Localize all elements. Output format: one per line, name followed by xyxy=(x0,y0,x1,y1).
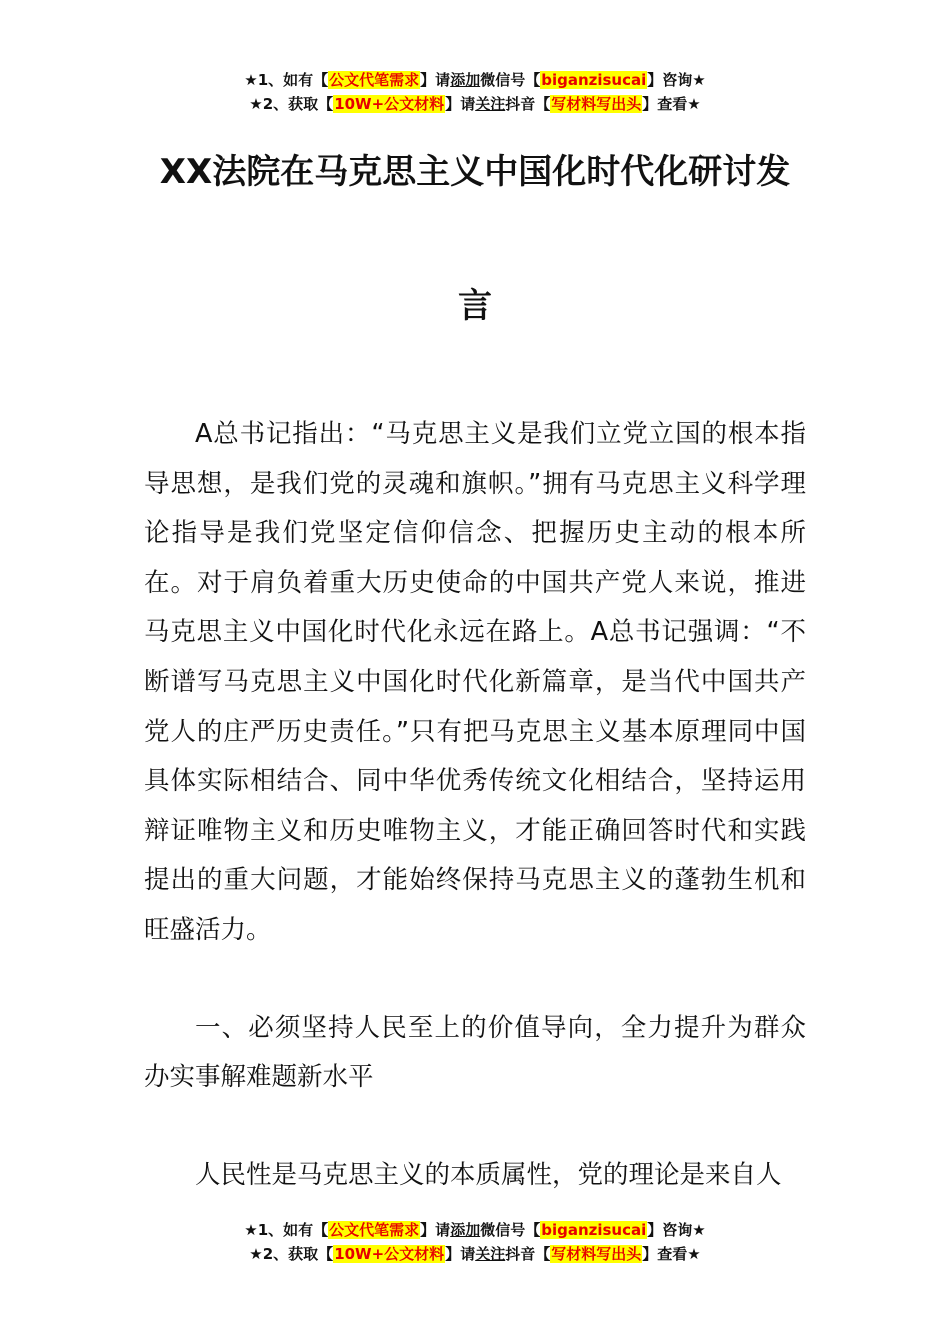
banner-underline: 关注 xyxy=(475,95,506,113)
banner-underline: 关注 xyxy=(475,1245,506,1263)
title-line-2: 言 xyxy=(458,286,492,326)
header-banner xyxy=(0,68,950,116)
paragraph: A总书记指出：“马克思主义是我们立党立国的根本指导思想，是我们党的灵魂和旗帜。”拥有马克思主义科学理论指导是我们党坚定信仰信念、把握历史主动的根本所在。对于肩负着重大历史使命的中国共产党人来说，推进马克思主义中国化时代化永远在路上。A总书记强调：“不断谱写马克思主义中国化时代化新篇章，是当代中国共产党人的庄严历史责任。”只有把马克思主义基本原理同中国具体实际相结合、同中华优秀传统文化相结合，坚持运用辩证唯物主义和历史唯物主义，才能正确回答时代和实践提出的重大问题，才能始终保持马克思主义的蓬勃生机和旺盛活力。 xyxy=(144,419,806,945)
banner-underline: 添加 xyxy=(450,71,481,89)
banner-text: 微信号【 xyxy=(480,71,541,89)
paragraph-spacer xyxy=(144,956,806,1004)
banner-text: ★2、获取【 xyxy=(249,1245,334,1263)
banner-highlight: biganzisucai xyxy=(541,71,647,89)
banner-text: 】查看★ xyxy=(642,95,701,113)
banner-text: 】咨询★ xyxy=(647,1221,706,1239)
banner-text: 】请 xyxy=(445,1245,476,1263)
footer-banner xyxy=(0,1218,950,1266)
banner-highlight: 公文代笔需求 xyxy=(329,71,420,89)
banner-line-2 xyxy=(0,92,950,116)
document-body xyxy=(144,410,806,1200)
banner-text: 微信号【 xyxy=(480,1221,541,1239)
banner-text: 抖音【 xyxy=(505,95,551,113)
banner-highlight: 10W+公文材料 xyxy=(334,95,445,113)
banner-highlight: biganzisucai xyxy=(541,1221,647,1239)
banner-highlight: 写材料写出头 xyxy=(551,1245,642,1263)
paragraph-spacer xyxy=(144,1103,806,1151)
banner-underline: 添加 xyxy=(450,1221,481,1239)
banner-highlight: 公文代笔需求 xyxy=(329,1221,420,1239)
banner-text: ★2、获取【 xyxy=(249,95,334,113)
banner-text: 】请 xyxy=(420,1221,451,1239)
banner-text: 】查看★ xyxy=(642,1245,701,1263)
banner-text: 抖音【 xyxy=(505,1245,551,1263)
banner-line-1 xyxy=(0,68,950,92)
paragraph: 人民性是马克思主义的本质属性，党的理论是来自人 xyxy=(195,1159,782,1190)
banner-text: 】请 xyxy=(445,95,476,113)
banner-text: 】请 xyxy=(420,71,451,89)
banner-text: ★1、如有【 xyxy=(244,71,329,89)
banner-line-2 xyxy=(0,1242,950,1266)
banner-highlight: 写材料写出头 xyxy=(551,95,642,113)
banner-highlight: 10W+公文材料 xyxy=(334,1245,445,1263)
title-line-1: XX法院在马克思主义中国化时代化研讨发 xyxy=(159,152,791,192)
banner-text: 】咨询★ xyxy=(647,71,706,89)
section-heading: 一、必须坚持人民至上的价值导向，全力提升为群众办实事解难题新水平 xyxy=(144,1012,806,1093)
banner-text: ★1、如有【 xyxy=(244,1221,329,1239)
banner-line-1 xyxy=(0,1218,950,1242)
document-title xyxy=(140,142,810,410)
